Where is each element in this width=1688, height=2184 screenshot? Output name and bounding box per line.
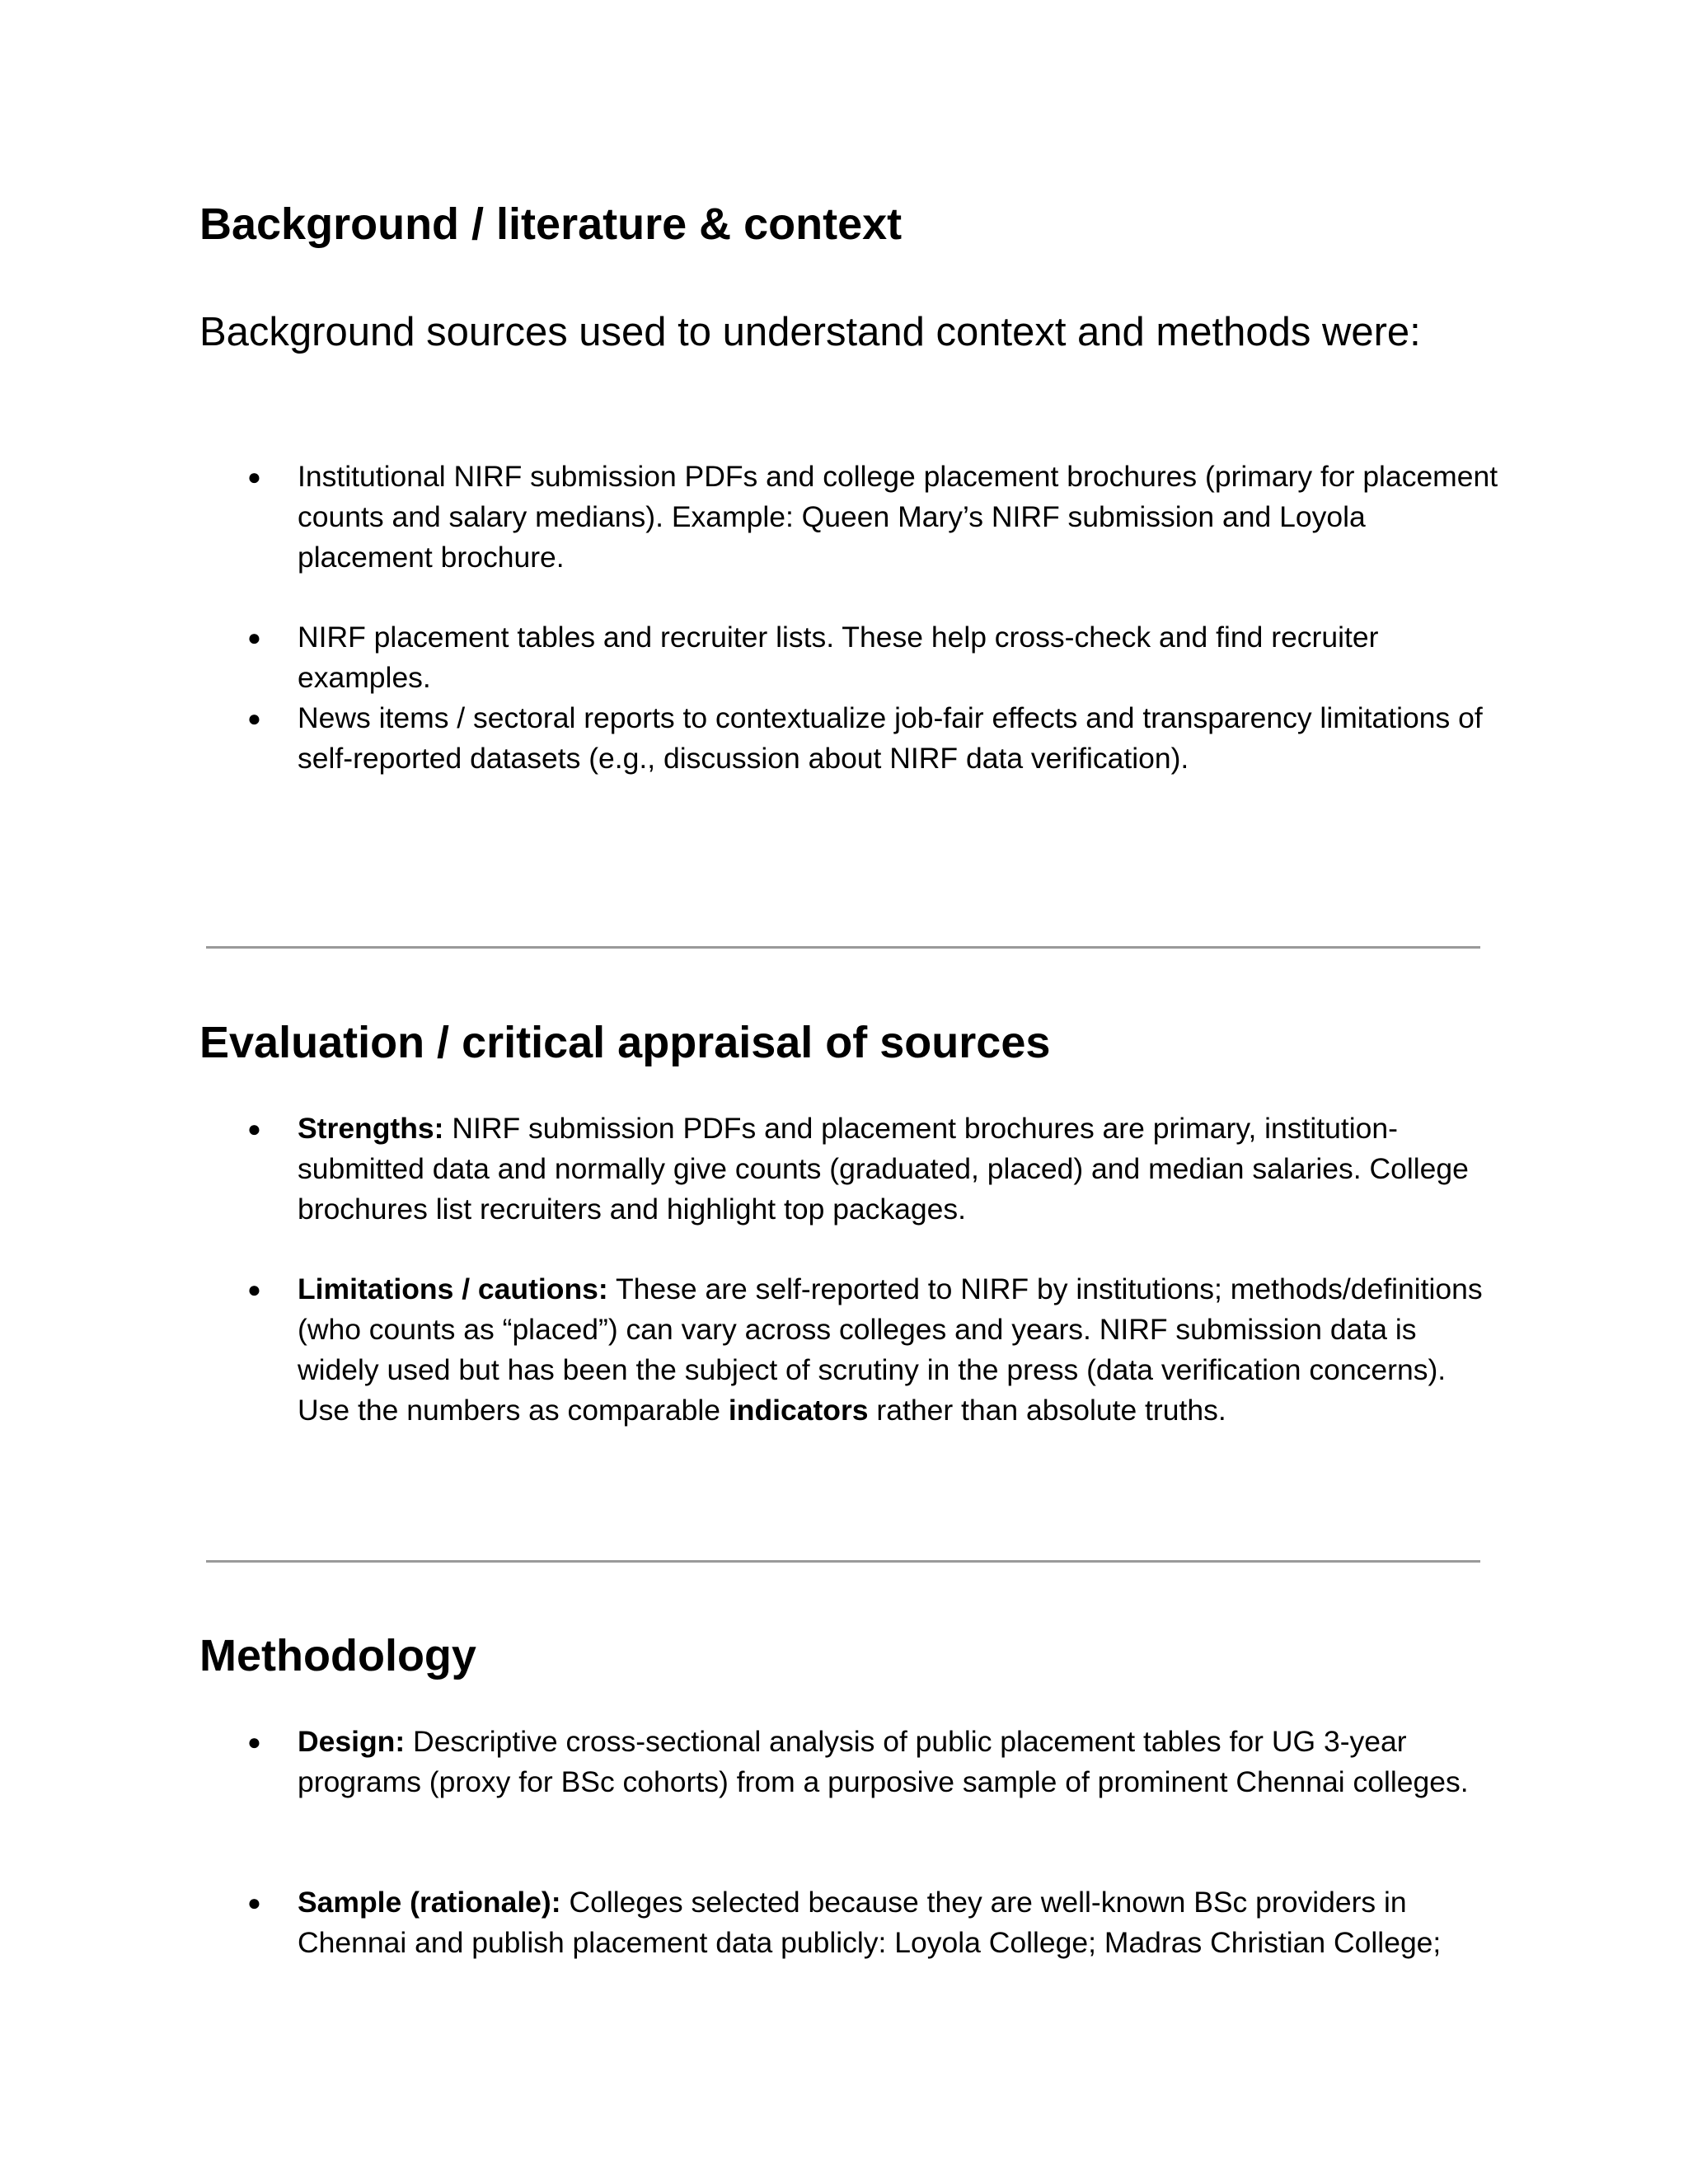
- bullet-glyph: ●: [247, 1890, 261, 1915]
- limitations-label: Limitations / cautions:: [298, 1272, 608, 1305]
- background-item-1: Institutional NIRF submission PDFs and college placement brochures (primary for placement counts and salary medians). Example: Queen Mary’s NIRF submission and Loyola placement brochure.: [298, 460, 1498, 574]
- bullet-glyph: ●: [247, 464, 261, 490]
- limitations-text-after: rather than absolute truths.: [868, 1394, 1226, 1427]
- evaluation-item-strengths: [298, 1108, 1501, 1230]
- sample-label: Sample (rationale):: [298, 1886, 561, 1919]
- design-label: Design:: [298, 1725, 406, 1758]
- design-text: Descriptive cross-sectional analysis of public placement tables for UG 3-year programs (proxy for BSc cohorts) from a purposive sample of prominent Chennai colleges.: [298, 1725, 1469, 1798]
- heading-methodology: Methodology: [199, 1631, 476, 1680]
- bullet-glyph: ●: [247, 705, 261, 731]
- limitations-text: These are self-reported to NIRF by institutions; methods/definitions (who counts as “placed”) can vary across colleges and years. NIRF submission data is widely used but has been the subject of scrutiny in the press (data verification concerns). Use the numbers as comparable: [298, 1272, 1483, 1427]
- background-item-3: News items / sectoral reports to contextualize job-fair effects and transparency limitations of self-reported datasets (e.g., discussion about NIRF data verification).: [298, 701, 1483, 775]
- sample-text: Colleges selected because they are well-known BSc providers in Chennai and publish placement data publicly: Loyola College; Madras Christian College;: [298, 1886, 1442, 1959]
- limitations-emphasis: indicators: [728, 1394, 869, 1427]
- bullet-glyph: ●: [247, 1277, 261, 1302]
- strengths-text: NIRF submission PDFs and placement brochures are primary, institution-submitted data and normally give counts (graduated, placed) and median salaries. College brochures list recruiters and highlight top packages.: [298, 1112, 1469, 1226]
- bullet-glyph: ●: [247, 1116, 261, 1141]
- section-divider: [206, 1560, 1480, 1563]
- strengths-label: Strengths:: [298, 1112, 444, 1145]
- methodology-item-design: [298, 1722, 1501, 1802]
- evaluation-item-limitations: [298, 1269, 1501, 1431]
- heading-background: Background / literature & context: [199, 199, 903, 249]
- heading-evaluation: Evaluation / critical appraisal of sources: [199, 1018, 1051, 1067]
- methodology-item-sample: [298, 1882, 1501, 1963]
- background-item-2: NIRF placement tables and recruiter lists. These help cross-check and find recruiter examples.: [298, 621, 1379, 694]
- section-divider: [206, 946, 1480, 949]
- bullet-glyph: ●: [247, 1729, 261, 1755]
- background-lead-paragraph: Background sources used to understand context and methods were:: [199, 310, 1421, 354]
- bullet-glyph: ●: [247, 625, 261, 650]
